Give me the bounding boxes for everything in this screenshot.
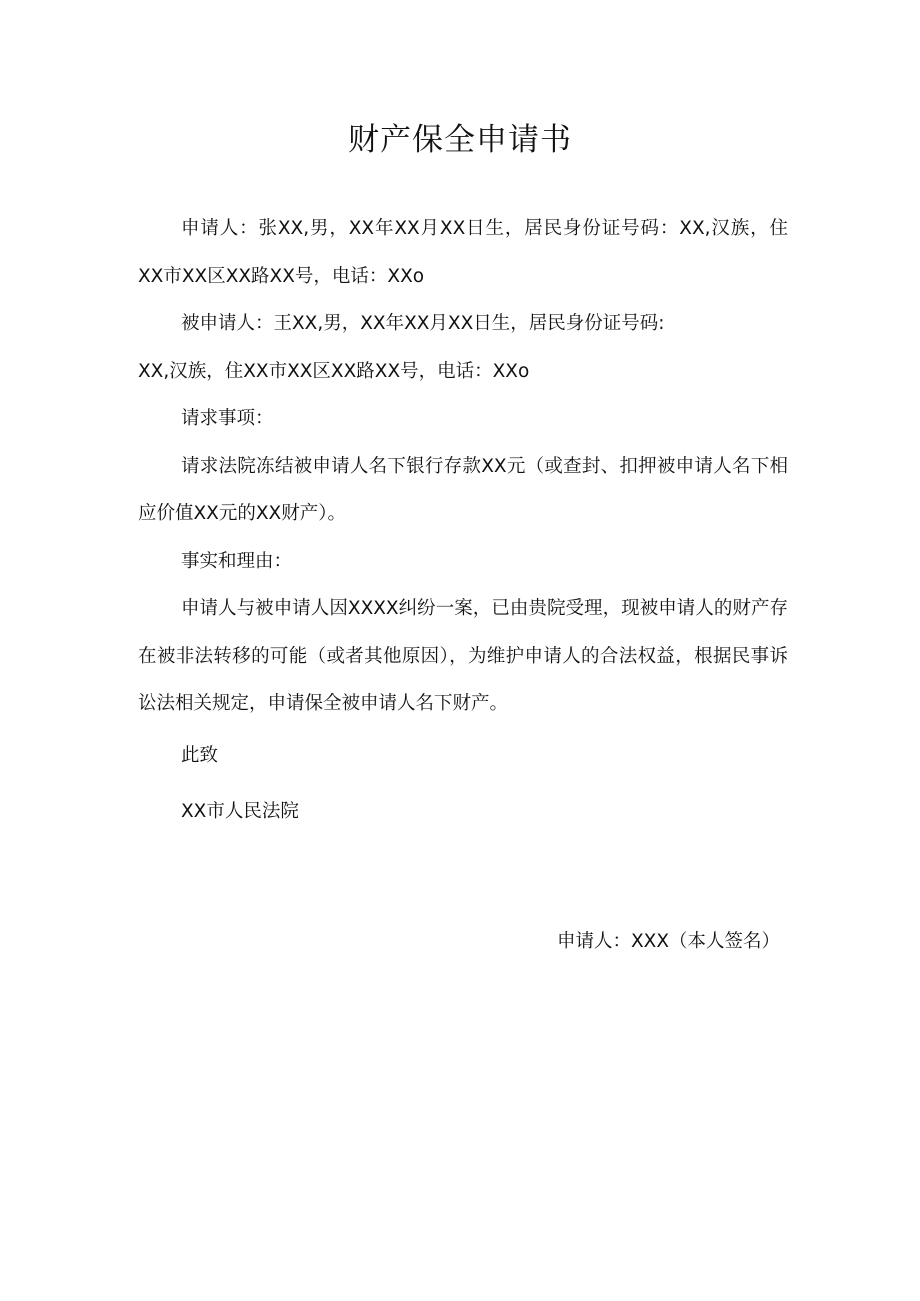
request-paragraph: 请求法院冻结被申请人名下银行存款XX元（或查封、扣押被申请人名下相应价值XX元的XX财产）。 bbox=[138, 455, 788, 524]
applicant-paragraph: 申请人：张XX,男，XX年XX月XX日生，居民身份证号码：XX,汉族，住XX市XX区XX路XX号，电话：XXo bbox=[138, 218, 788, 287]
respondent-paragraph: 被申请人：王XX,男，XX年XX月XX日生，居民身份证号码: bbox=[181, 313, 665, 334]
document-body bbox=[138, 205, 788, 728]
respondent-paragraph-continued: XX,汉族，住XX市XX区XX路XX号，电话：XXo bbox=[138, 360, 530, 382]
applicant-signature: 申请人：XXX（本人签名） bbox=[556, 931, 780, 952]
document-title: 财产保全申请书 bbox=[348, 122, 572, 158]
facts-heading: 事实和理由： bbox=[181, 550, 293, 572]
court-name: XX市人民法院 bbox=[181, 801, 299, 822]
facts-paragraph: 申请人与被申请人因XXXX纠纷一案，已由贵院受理，现被申请人的财产存在被非法转移的可能（或者其他原因），为维护申请人的合法权益，根据民事诉讼法相关规定，申请保全被申请人名下财产。 bbox=[138, 598, 788, 714]
salutation: 此致 bbox=[181, 745, 219, 766]
request-heading: 请求事项： bbox=[181, 408, 274, 429]
